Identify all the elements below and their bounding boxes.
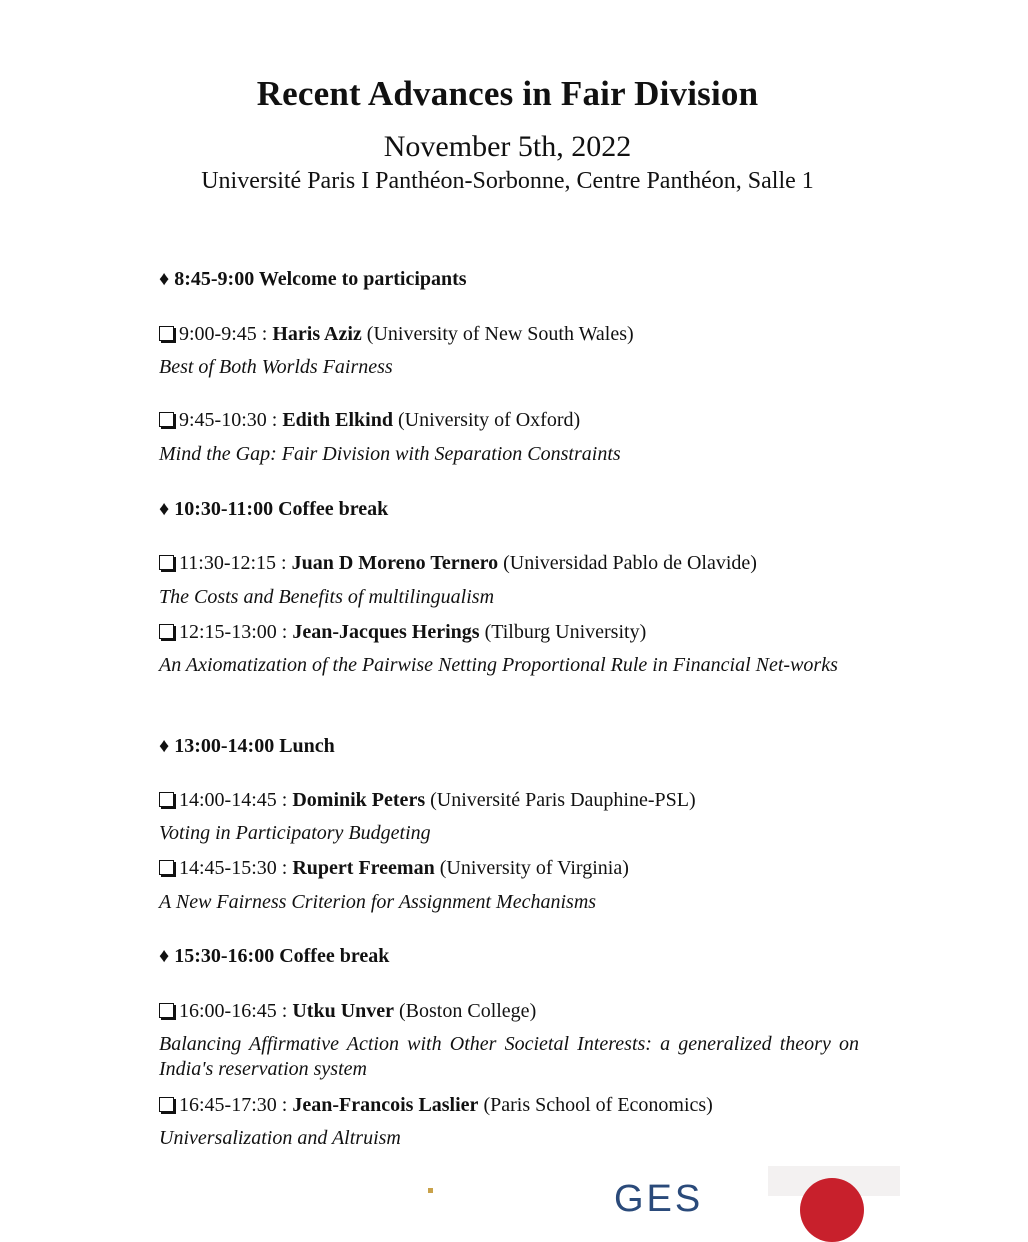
diamond-icon: ♦	[159, 945, 170, 967]
sponsor-logo-mark	[428, 1188, 433, 1193]
speaker-affiliation: (University of Oxford)	[397, 409, 581, 431]
talk-entry	[159, 619, 646, 645]
speaker-affiliation: (University of Virginia)	[439, 857, 629, 879]
sponsor-logos	[0, 1150, 1028, 1220]
speaker-affiliation: (Universidad Pablo de Olavide)	[503, 552, 757, 574]
event-date: November 5th, 2022	[383, 130, 632, 163]
session-coffee-break	[159, 496, 388, 522]
talk-title: A New Fairness Criterion for Assignment Mechanisms	[159, 891, 597, 913]
talk-entry	[159, 855, 629, 881]
event-venue: Université Paris I Panthéon-Sorbonne, Centre Panthéon, Salle 1	[201, 168, 814, 194]
checkbox-icon	[159, 412, 174, 427]
talk-title: Mind the Gap: Fair Division with Separation Constraints	[159, 443, 621, 465]
talk-title: The Costs and Benefits of multilingualism	[159, 586, 495, 608]
talk-title: An Axiomatization of the Pairwise Netting Proportional Rule in Financial Net-works	[159, 654, 838, 676]
checkbox-icon	[159, 624, 174, 639]
speaker-affiliation: (Université Paris Dauphine-PSL)	[430, 789, 696, 811]
session-coffee-break	[159, 943, 389, 969]
speaker-name: Jean-Francois Laslier	[292, 1094, 479, 1116]
talk-entry	[159, 321, 634, 347]
session-label: 10:30-11:00 Coffee break	[174, 498, 389, 520]
talk-time: 16:00-16:45 :	[179, 1000, 288, 1022]
speaker-name: Jean-Jacques Herings	[292, 621, 480, 643]
talk-time: 14:00-14:45 :	[179, 789, 288, 811]
session-lunch	[159, 733, 335, 759]
talk-entry	[159, 787, 696, 813]
talk-time: 9:00-9:45 :	[179, 323, 268, 345]
talk-time: 11:30-12:15 :	[179, 552, 287, 574]
checkbox-icon	[159, 792, 174, 807]
speaker-name: Edith Elkind	[282, 409, 393, 431]
speaker-name: Utku Unver	[292, 1000, 395, 1022]
talk-time: 14:45-15:30 :	[179, 857, 288, 879]
talk-title: Balancing Affirmative Action with Other Societal Interests: a generalized theory on India's reservation system	[159, 1033, 859, 1080]
session-welcome	[159, 266, 467, 292]
checkbox-icon	[159, 1003, 174, 1018]
session-label: 8:45-9:00 Welcome to participants	[174, 268, 467, 290]
talk-time: 9:45-10:30 :	[179, 409, 278, 431]
talk-entry	[159, 998, 536, 1024]
speaker-name: Rupert Freeman	[292, 857, 435, 879]
speaker-name: Haris Aziz	[272, 323, 362, 345]
session-label: 15:30-16:00 Coffee break	[174, 945, 390, 967]
speaker-affiliation: (Tilburg University)	[484, 621, 647, 643]
checkbox-icon	[159, 860, 174, 875]
talk-entry	[159, 407, 580, 433]
university-seal-logo	[800, 1178, 864, 1242]
talk-title: Best of Both Worlds Fairness	[159, 356, 393, 378]
talk-title: Universalization and Altruism	[159, 1127, 401, 1149]
talk-time: 12:15-13:00 :	[179, 621, 288, 643]
diamond-icon: ♦	[159, 735, 170, 757]
checkbox-icon	[159, 1097, 174, 1112]
talk-entry	[159, 550, 757, 576]
talk-title: Voting in Participatory Budgeting	[159, 822, 431, 844]
speaker-name: Juan D Moreno Ternero	[291, 552, 499, 574]
session-label: 13:00-14:00 Lunch	[174, 735, 335, 757]
speaker-affiliation: (University of New South Wales)	[366, 323, 634, 345]
diamond-icon: ♦	[159, 268, 170, 290]
checkbox-icon	[159, 555, 174, 570]
talk-entry	[159, 1092, 713, 1118]
talk-time: 16:45-17:30 :	[179, 1094, 288, 1116]
page-title: Recent Advances in Fair Division	[256, 74, 759, 113]
diamond-icon: ♦	[159, 498, 170, 520]
checkbox-icon	[159, 326, 174, 341]
speaker-affiliation: (Boston College)	[399, 1000, 537, 1022]
ges-logo: GES	[614, 1178, 704, 1220]
speaker-name: Dominik Peters	[292, 789, 426, 811]
speaker-affiliation: (Paris School of Economics)	[483, 1094, 713, 1116]
